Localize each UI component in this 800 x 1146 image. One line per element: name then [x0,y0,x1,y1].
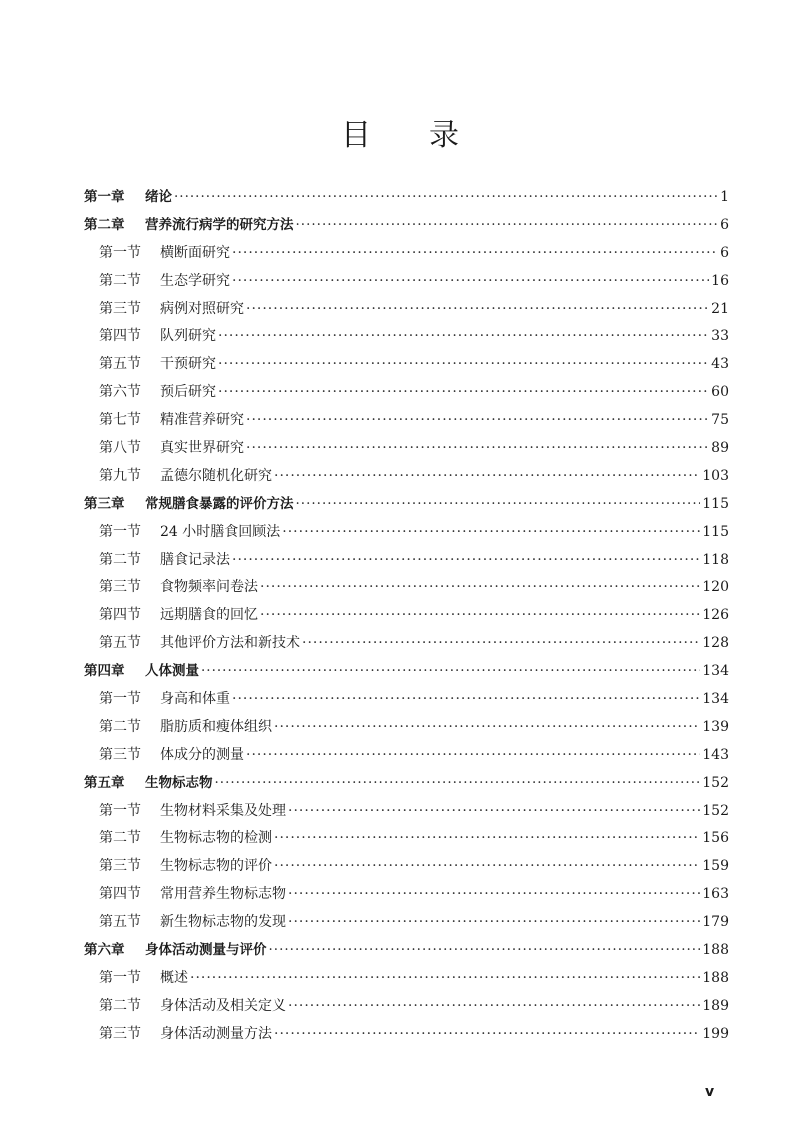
section-title: 横断面研究 [160,244,230,261]
dot-leader [190,965,700,993]
toc-section-entry[interactable] [84,602,729,630]
page-reference: 189 [702,997,729,1014]
section-number: 第一节 [99,244,141,261]
section-number: 第四节 [99,607,141,624]
dot-leader [215,770,701,798]
page-reference: 89 [711,440,729,457]
dot-leader [232,240,718,268]
dot-leader [246,296,709,324]
dot-leader [274,853,700,881]
section-number: 第八节 [99,440,141,457]
toc-section-entry[interactable] [84,519,729,547]
toc-section-entry[interactable] [84,1021,729,1049]
page-reference: 134 [702,663,729,680]
chapter-number: 第二章 [84,216,125,233]
toc-section-entry[interactable] [84,268,729,296]
chapter-number: 第五章 [84,774,125,791]
section-number: 第一节 [99,523,141,540]
chapter-title: 营养流行病学的研究方法 [145,216,294,233]
dot-leader [218,323,709,351]
page-reference: 118 [702,551,729,568]
dot-leader [282,519,700,547]
toc-section-entry[interactable] [84,853,729,881]
toc-section-entry[interactable] [84,323,729,351]
section-number: 第一节 [99,969,141,986]
dot-leader [201,658,700,686]
toc-section-entry[interactable] [84,881,729,909]
section-number: 第三节 [99,1025,141,1042]
dot-leader [296,212,719,240]
chapter-number: 第六章 [84,942,125,959]
page-reference: 115 [702,495,729,512]
dot-leader [218,379,709,407]
page-reference: 128 [702,635,729,652]
toc-chapter-entry[interactable] [84,770,729,798]
toc-section-entry[interactable] [84,435,729,463]
section-number: 第三节 [99,858,141,875]
toc-section-entry[interactable] [84,407,729,435]
section-number: 第三节 [99,746,141,763]
page-reference: 6 [720,244,729,261]
page-reference: 163 [702,886,729,903]
page-reference: 33 [711,328,729,345]
dot-leader [296,491,701,519]
toc-chapter-entry[interactable] [84,937,729,965]
chapter-number: 第四章 [84,663,125,680]
page-reference: 139 [702,718,729,735]
page-reference: 75 [711,412,729,429]
section-number: 第五节 [99,356,141,373]
section-number: 第四节 [99,886,141,903]
section-title: 身高和体重 [160,691,230,708]
section-number: 第二节 [99,718,141,735]
dot-leader [274,1021,700,1049]
dot-leader [246,407,709,435]
section-title: 队列研究 [160,328,216,345]
dot-leader [274,463,700,491]
section-title: 常用营养生物标志物 [160,886,286,903]
dot-leader [288,798,700,826]
dot-leader [232,547,700,575]
toc-section-entry[interactable] [84,798,729,826]
section-title: 病例对照研究 [160,300,244,317]
dot-leader [302,630,700,658]
chapter-title: 常规膳食暴露的评价方法 [145,495,294,512]
section-title: 生物标志物的评价 [160,858,272,875]
toc-section-entry[interactable] [84,547,729,575]
section-number: 第五节 [99,914,141,931]
toc-section-entry[interactable] [84,686,729,714]
section-title: 体成分的测量 [160,746,244,763]
section-title: 身体活动及相关定义 [160,997,286,1014]
dot-leader [274,825,700,853]
page-number: v [705,1084,715,1100]
section-number: 第五节 [99,635,141,652]
section-number: 第二节 [99,551,141,568]
page-title: 目录 [341,118,517,153]
toc-section-entry[interactable] [84,463,729,491]
dot-leader [274,714,700,742]
dot-leader [174,184,718,212]
page-reference: 16 [711,272,729,289]
chapter-title: 绪论 [145,189,172,205]
chapter-number: 第一章 [84,189,125,205]
toc-section-entry[interactable] [84,742,729,770]
dot-leader [288,909,700,937]
toc-chapter-entry[interactable] [84,212,729,240]
section-number: 第四节 [99,328,141,345]
page-reference: 159 [702,858,729,875]
section-number: 第二节 [99,830,141,847]
toc-chapter-entry[interactable] [84,184,729,212]
toc-chapter-entry[interactable] [84,658,729,686]
dot-leader [246,742,700,770]
section-title: 生物标志物的检测 [160,830,272,847]
section-number: 第一节 [99,802,141,819]
toc-section-entry[interactable] [84,379,729,407]
section-number: 第三节 [99,579,141,596]
page-reference: 21 [711,300,729,317]
page-reference: 103 [702,467,729,484]
dot-leader [232,686,700,714]
section-title: 脂肪质和瘦体组织 [160,718,272,735]
section-title: 精准营养研究 [160,412,244,429]
page-reference: 115 [702,523,729,540]
page-reference: 43 [711,356,729,373]
toc-section-entry[interactable] [84,965,729,993]
page-reference: 6 [720,216,729,233]
chapter-title: 身体活动测量与评价 [145,942,267,959]
toc-section-entry[interactable] [84,714,729,742]
page-reference: 126 [702,607,729,624]
section-title: 生物材料采集及处理 [160,802,286,819]
toc-section-entry[interactable] [84,574,729,602]
dot-leader [232,268,709,296]
toc-chapter-entry[interactable] [84,491,729,519]
page-reference: 156 [702,830,729,847]
section-number: 第二节 [99,997,141,1014]
section-title: 食物频率问卷法 [160,579,258,596]
section-number: 第三节 [99,300,141,317]
section-title: 身体活动测量方法 [160,1025,272,1042]
toc-section-entry[interactable] [84,296,729,324]
page-reference: 134 [702,691,729,708]
section-title: 其他评价方法和新技术 [160,635,300,652]
section-title: 真实世界研究 [160,440,244,457]
toc-section-entry[interactable] [84,630,729,658]
section-title: 概述 [160,969,188,986]
section-number: 第六节 [99,384,141,401]
section-title: 生态学研究 [160,272,230,289]
toc-section-entry[interactable] [84,993,729,1021]
dot-leader [288,993,700,1021]
section-title: 新生物标志物的发现 [160,914,286,931]
page-reference: 143 [702,746,729,763]
section-title: 孟德尔随机化研究 [160,467,272,484]
page-reference: 60 [711,384,729,401]
toc-section-entry[interactable] [84,909,729,937]
page-reference: 152 [702,774,729,791]
section-title: 预后研究 [160,384,216,401]
section-number: 第七节 [99,412,141,429]
dot-leader [246,435,709,463]
section-title: 24 小时膳食回顾法 [160,523,281,540]
page-reference: 188 [702,969,729,986]
page-reference: 199 [702,1025,729,1042]
dot-leader [218,351,709,379]
section-number: 第二节 [99,272,141,289]
dot-leader [260,602,700,630]
chapter-title: 人体测量 [145,663,199,680]
page-reference: 188 [702,942,729,959]
toc-section-entry[interactable] [84,351,729,379]
section-number: 第一节 [99,691,141,708]
chapter-number: 第三章 [84,495,125,512]
page-reference: 120 [702,579,729,596]
chapter-title: 生物标志物 [145,774,213,791]
toc-section-entry[interactable] [84,825,729,853]
table-of-contents [84,184,729,1049]
section-title: 干预研究 [160,356,216,373]
page-reference: 152 [702,802,729,819]
dot-leader [269,937,701,965]
section-number: 第九节 [99,467,141,484]
page-reference: 179 [702,914,729,931]
toc-section-entry[interactable] [84,240,729,268]
section-title: 远期膳食的回忆 [160,607,258,624]
page-reference: 1 [720,189,729,205]
dot-leader [260,574,700,602]
dot-leader [288,881,700,909]
section-title: 膳食记录法 [160,551,230,568]
